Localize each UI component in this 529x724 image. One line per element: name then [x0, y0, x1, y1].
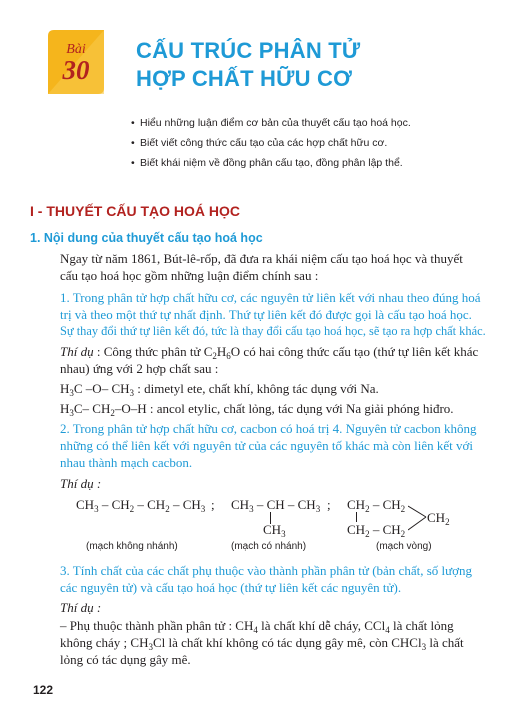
intro-line: Ngay từ năm 1861, Bút-lê-rốp, đã đưa ra khái niệm cấu tạo hoá học và thuyết — [60, 251, 463, 266]
dimethyl-ether-line: $H_3C$ –O– $CH_3$ : dimetyl ete, chất khí, không tác dụng với Na. — [60, 381, 379, 398]
page-number: 122 — [33, 683, 54, 697]
ring-bonds-right — [408, 500, 428, 534]
caption-unbranched: (mạch không nhánh) — [86, 541, 178, 552]
point2-line: nhau thành mạch cacbon. — [60, 455, 193, 470]
point2-line: 2. Trong phân tử hợp chất hữu cơ, cacbon có hoá trị 4. Nguyên tử cacbon không — [60, 421, 477, 436]
branched-chain-formula: $CH_3$ – CH – $CH_3$ — [231, 497, 321, 514]
ethanol-line: $H_3C-$ $CH_2-O-H$ : ancol etylic, chất lỏng, tác dụng với Na giải phóng hiđro. — [60, 401, 454, 418]
separator: ; — [327, 497, 331, 512]
caption-ring: (mạch vòng) — [376, 541, 432, 552]
badge-number: 30 — [62, 55, 90, 85]
point3-line: 3. Tính chất của các chất phụ thuộc vào thành phần phân tử (bản chất, số lượng — [60, 563, 473, 578]
point1-line: Sự thay đổi thứ tự liên kết đó, tức là thay đổi cấu tạo hoá học, sẽ tạo ra hợp chất khác. — [60, 324, 486, 338]
bullet-icon: • — [131, 137, 135, 149]
separator: ; — [211, 497, 215, 512]
example-label: Thí dụ — [60, 344, 94, 359]
example3-label: Thí dụ : — [60, 600, 102, 615]
branch-methyl: $CH_3$ — [263, 522, 286, 539]
point1-line: 1. Trong phân tử hợp chất hữu cơ, các nguyên tử liên kết với nhau theo đúng hoá — [60, 290, 481, 305]
bullet-icon: • — [131, 117, 135, 129]
objective-item: • Biết khái niệm về đồng phân cấu tạo, đồng phân lập thể. — [131, 157, 403, 169]
lesson-title-line2: HỢP CHẤT HỮU CƠ — [136, 66, 353, 91]
point1-line: trị và theo một thứ tự nhất định. Thứ tự liên kết đó được gọi là cấu tạo hoá học. — [60, 307, 472, 322]
example2-label: Thí dụ : — [60, 476, 102, 491]
dependence-line: không cháy ; $CH_3Cl$ là chất khí không có tác dụng gây mê, còn CHCl$_3$ là chất — [60, 635, 464, 652]
objective-item: • Biết viết công thức cấu tạo của các hợp chất hữu cơ. — [131, 137, 388, 149]
intro-line: cấu tạo hoá học gồm những luận điểm chính sau : — [60, 268, 319, 283]
ring-bond-left — [356, 512, 357, 522]
ring-formula-bottom: $CH_2 - CH_2$ — [347, 522, 406, 539]
lesson-title-line1: CẤU TRÚC PHÂN TỬ — [136, 38, 361, 63]
dependence-line: – Phụ thuộc thành phần phân tử : $CH_4$ là chất khí dễ cháy, CCl$_4$ là chất lỏng — [60, 618, 454, 635]
bullet-icon: • — [131, 157, 135, 169]
dependence-line: lỏng có tác dụng gây mê. — [60, 652, 191, 667]
example1-line: Thí dụ : Công thức phân tử $C_2H_6O$ có hai công thức cấu tạo (thứ tự liên kết khác — [60, 344, 479, 361]
ring-formula-top: $CH_2 - CH_2$ — [347, 497, 406, 514]
section-title: I - THUYẾT CẤU TẠO HOÁ HỌC — [30, 203, 240, 219]
objective-item: • Hiểu những luận điểm cơ bản của thuyết cấu tạo hoá học. — [131, 117, 411, 129]
badge-word: Bài — [66, 42, 86, 57]
caption-branched: (mạch có nhánh) — [231, 541, 307, 552]
lesson-badge — [48, 30, 104, 94]
point2-line: những có thể liên kết với nguyên tử của các nguyên tố khác mà còn liên kết với — [60, 438, 474, 453]
unbranched-chain-formula: $CH_3 - CH_2 - CH_2 - CH_3$ — [76, 497, 206, 514]
point3-line: các nguyên tử) và cấu tạo hoá học (thứ tự liên kết các nguyên tử). — [60, 580, 402, 595]
ring-formula-apex: $CH_2$ — [427, 510, 450, 527]
example1-line2: nhau) ứng với 2 hợp chất sau : — [60, 361, 219, 376]
subsection-title: 1. Nội dung của thuyết cấu tạo hoá học — [30, 231, 263, 245]
